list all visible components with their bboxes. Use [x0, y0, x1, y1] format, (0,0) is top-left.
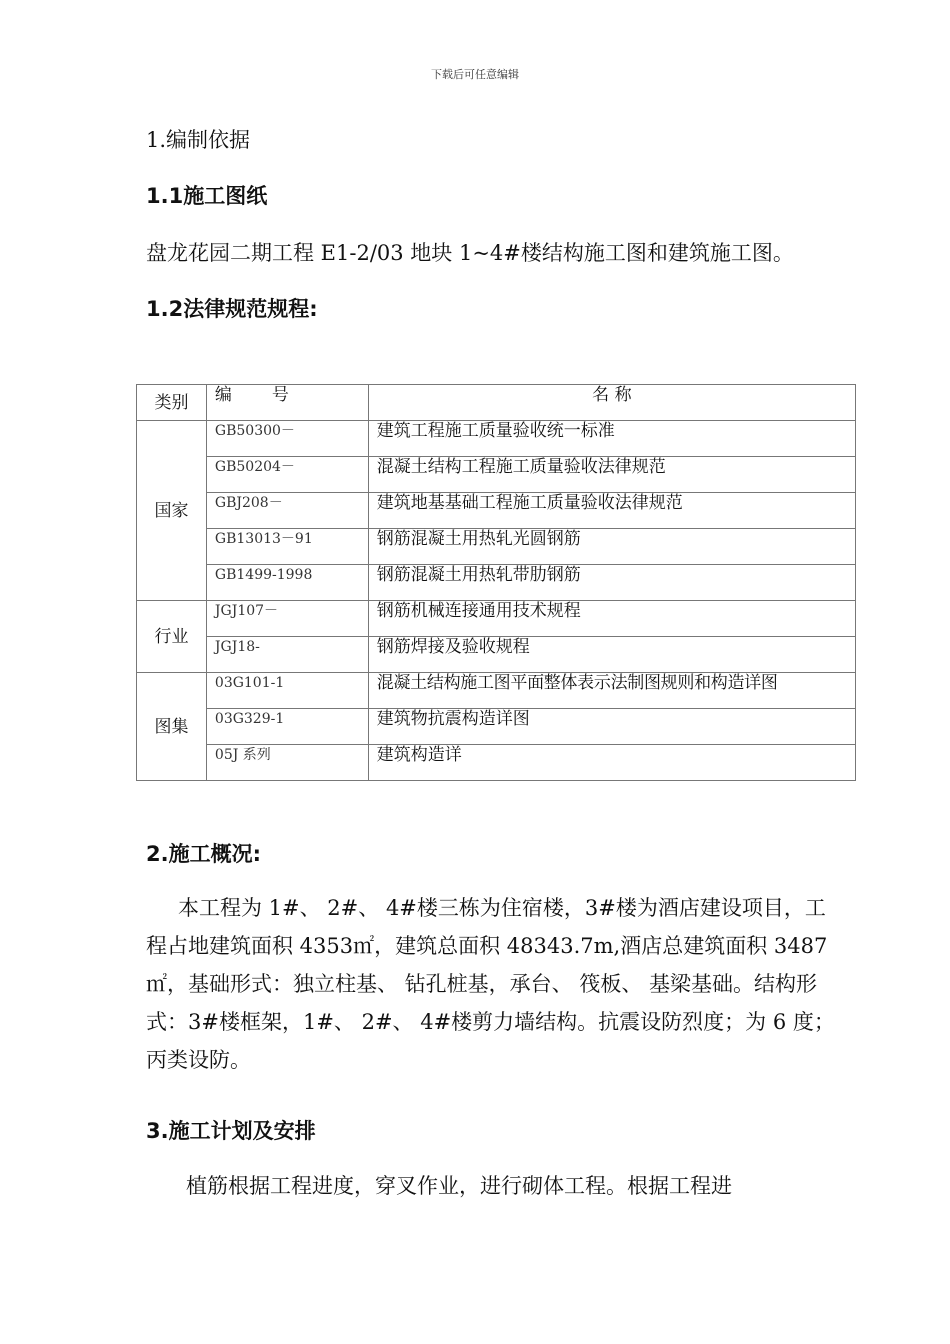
- section-2-text: 本工程为 1#、 2#、 4#楼三栋为住宿楼，3#楼为酒店建设项目，工程占地建筑面积 4353㎡，建筑总面积 48343.7m,酒店总建筑面积 3487㎡，基础形式：独立柱基、 钻孔桩基，承台、 筏板、 基梁基础。结构形式：3#楼框架，1#、 2#、 4#楼剪力墙结构。抗震设防烈度；为 6 度；丙类设防。: [146, 896, 835, 1072]
- category-atlas: 图集: [137, 673, 207, 781]
- category-national: 国家: [137, 421, 207, 601]
- name-cell: 钢筋机械连接通用技术规程: [368, 601, 855, 637]
- section-1-1-text: 盘龙花园二期工程 E1-2/03 地块 1~4#楼结构施工图和建筑施工图。: [146, 241, 794, 265]
- table-row: [137, 421, 856, 457]
- section-3-text: 植筋根据工程进度，穿叉作业，进行砌体工程。根据工程进: [186, 1174, 732, 1198]
- name-cell: 建筑工程施工质量验收统一标准: [368, 421, 855, 457]
- table-row: [137, 745, 856, 781]
- code-cell: 03G101-1: [206, 673, 368, 709]
- code-cell: 03G329-1: [206, 709, 368, 745]
- table-row: [137, 673, 856, 709]
- table-row: [137, 529, 856, 565]
- name-cell: 建筑物抗震构造详图: [368, 709, 855, 745]
- section-2-title: 2.施工概况:: [146, 842, 261, 866]
- name-cell: 混凝土结构施工图平面整体表示法制图规则和构造详图: [368, 673, 855, 709]
- table-row: [137, 565, 856, 601]
- page-header-note: 下载后可任意编辑: [431, 68, 519, 81]
- regulations-table: [136, 384, 856, 781]
- header-category: 类别: [137, 385, 207, 421]
- table-header-row: [137, 385, 856, 421]
- section-1-1-title: 1.1施工图纸: [146, 184, 268, 208]
- name-cell: 钢筋混凝土用热轧带肋钢筋: [368, 565, 855, 601]
- code-cell: GB50300－: [206, 421, 368, 457]
- table-row: [137, 601, 856, 637]
- code-cell: 05J 系列: [206, 745, 368, 781]
- section-3-title: 3.施工计划及安排: [146, 1119, 316, 1143]
- code-cell: GBJ208－: [206, 493, 368, 529]
- name-cell: 建筑地基基础工程施工质量验收法律规范: [368, 493, 855, 529]
- section-1-2-title: 1.2法律规范规程:: [146, 297, 318, 321]
- table-row: [137, 493, 856, 529]
- header-code: 编号: [206, 385, 368, 421]
- code-cell: GB1499-1998: [206, 565, 368, 601]
- table-row: [137, 637, 856, 673]
- code-cell: GB13013－91: [206, 529, 368, 565]
- code-cell: JGJ18-: [206, 637, 368, 673]
- section-1-title: 1.编制依据: [146, 128, 251, 152]
- name-cell: 钢筋混凝土用热轧光圆钢筋: [368, 529, 855, 565]
- code-cell: GB50204－: [206, 457, 368, 493]
- table-row: [137, 709, 856, 745]
- name-cell: 钢筋焊接及验收规程: [368, 637, 855, 673]
- category-industry: 行业: [137, 601, 207, 673]
- header-name: 名 称: [368, 385, 855, 421]
- name-cell: 混凝土结构工程施工质量验收法律规范: [368, 457, 855, 493]
- name-cell: 建筑构造详: [368, 745, 855, 781]
- table-row: [137, 457, 856, 493]
- code-cell: JGJ107－: [206, 601, 368, 637]
